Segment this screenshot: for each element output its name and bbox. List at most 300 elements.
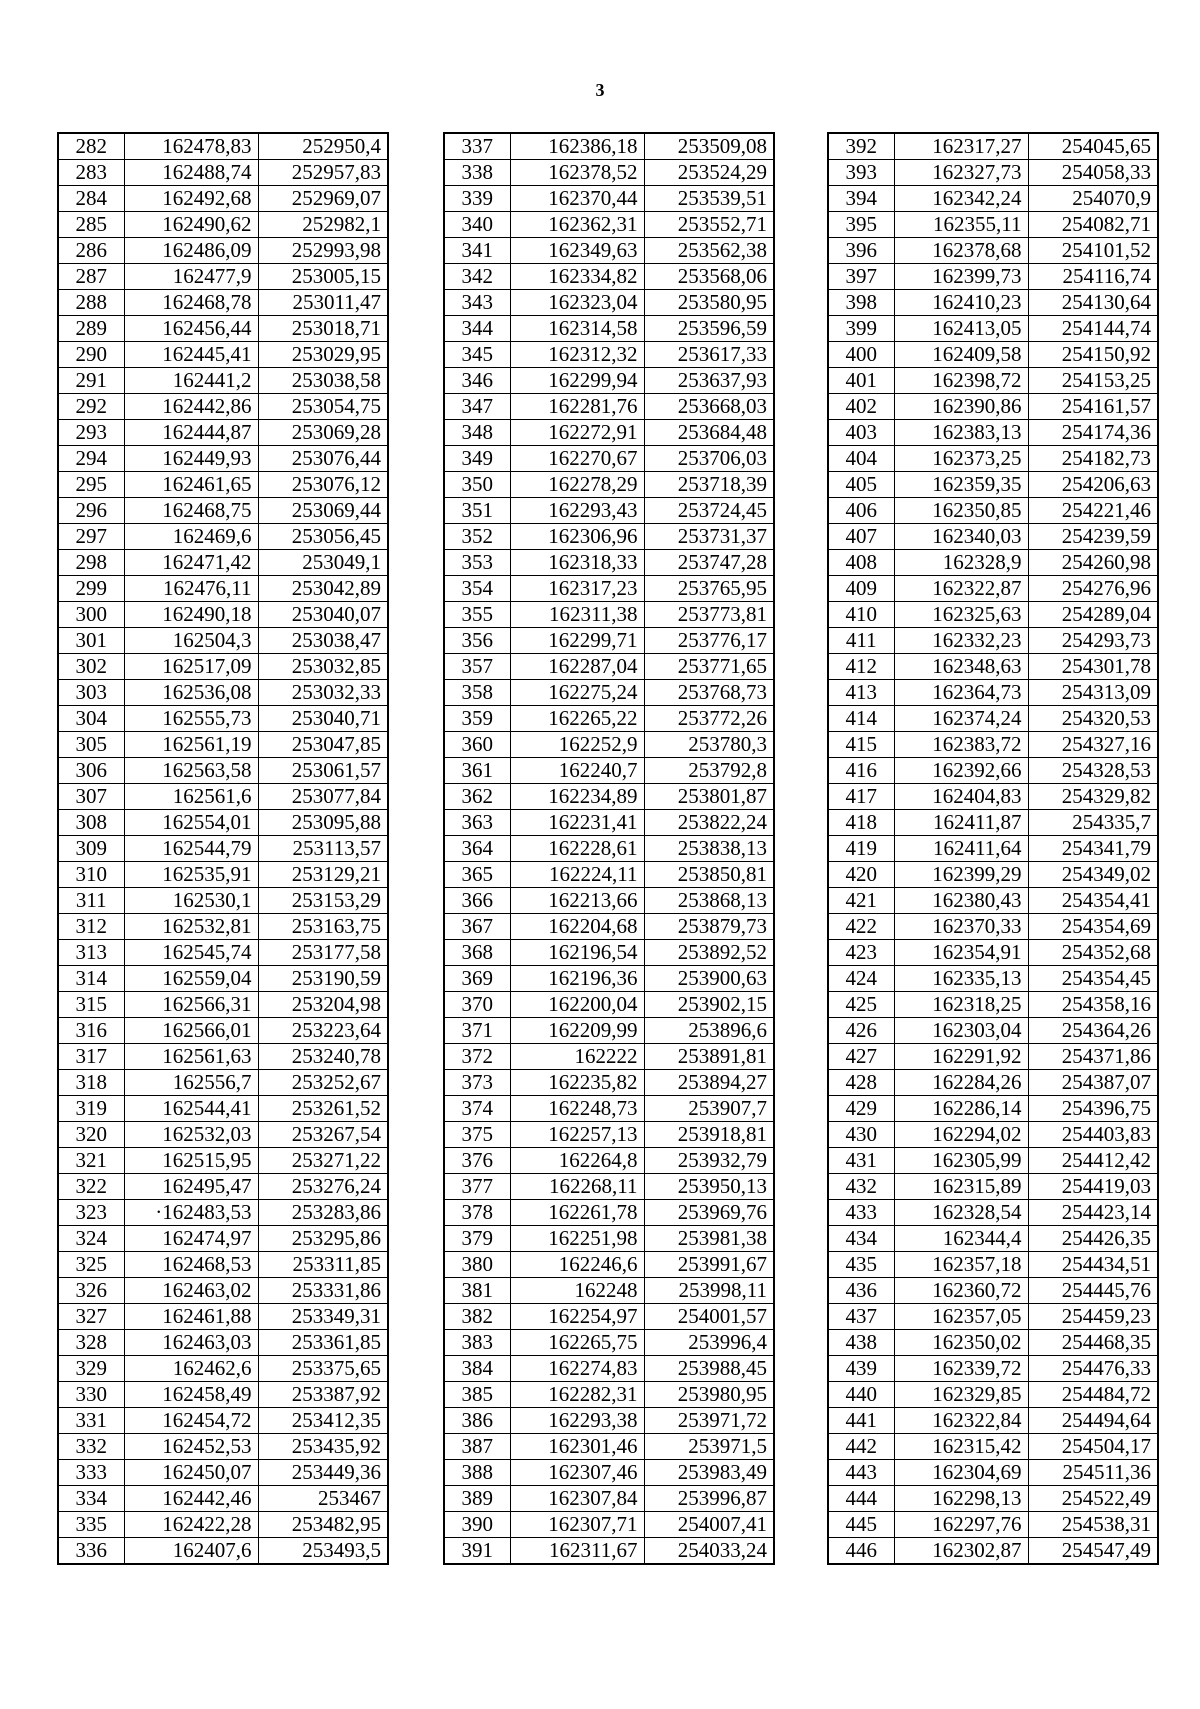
x-coordinate-cell: 162517,09 [124, 654, 258, 680]
point-number-cell: 285 [58, 212, 124, 238]
y-coordinate-cell: 253780,3 [644, 732, 774, 758]
point-number-cell: 319 [58, 1096, 124, 1122]
x-coordinate-cell: 162561,63 [124, 1044, 258, 1070]
y-coordinate-cell: 253435,92 [258, 1434, 388, 1460]
point-number-cell: 282 [58, 133, 124, 160]
x-coordinate-cell: 162318,25 [894, 992, 1028, 1018]
x-coordinate-cell: 162364,73 [894, 680, 1028, 706]
y-coordinate-cell: 253981,38 [644, 1226, 774, 1252]
table-row [444, 1044, 774, 1070]
table-row [58, 1148, 388, 1174]
y-coordinate-cell: 253879,73 [644, 914, 774, 940]
y-coordinate-cell: 254412,42 [1028, 1148, 1158, 1174]
y-coordinate-cell: 253776,17 [644, 628, 774, 654]
x-coordinate-cell: 162461,88 [124, 1304, 258, 1330]
y-coordinate-cell: 253076,44 [258, 446, 388, 472]
y-coordinate-cell: 252969,07 [258, 186, 388, 212]
x-coordinate-cell: 162399,29 [894, 862, 1028, 888]
point-number-cell: 360 [444, 732, 510, 758]
point-number-cell: 332 [58, 1434, 124, 1460]
y-coordinate-cell: 254293,73 [1028, 628, 1158, 654]
y-coordinate-cell: 254387,07 [1028, 1070, 1158, 1096]
x-coordinate-cell: 162504,3 [124, 628, 258, 654]
x-coordinate-cell: 162532,81 [124, 914, 258, 940]
x-coordinate-cell: 162370,33 [894, 914, 1028, 940]
x-coordinate-cell: 162554,01 [124, 810, 258, 836]
point-number-cell: 313 [58, 940, 124, 966]
table-row [58, 1278, 388, 1304]
x-coordinate-cell: 162315,42 [894, 1434, 1028, 1460]
table-row [828, 888, 1158, 914]
table-row [58, 212, 388, 238]
x-coordinate-cell: 162325,63 [894, 602, 1028, 628]
table-row [58, 1304, 388, 1330]
point-number-cell: 385 [444, 1382, 510, 1408]
point-number-cell: 329 [58, 1356, 124, 1382]
x-coordinate-cell: 162488,74 [124, 160, 258, 186]
y-coordinate-cell: 254354,41 [1028, 888, 1158, 914]
y-coordinate-cell: 254364,26 [1028, 1018, 1158, 1044]
x-coordinate-cell: 162411,64 [894, 836, 1028, 862]
y-coordinate-cell: 253190,59 [258, 966, 388, 992]
point-number-cell: 284 [58, 186, 124, 212]
x-coordinate-cell: 162354,91 [894, 940, 1028, 966]
point-number-cell: 317 [58, 1044, 124, 1070]
y-coordinate-cell: 253850,81 [644, 862, 774, 888]
y-coordinate-cell: 254327,16 [1028, 732, 1158, 758]
x-coordinate-cell: 162398,72 [894, 368, 1028, 394]
table-row [828, 472, 1158, 498]
table-row [58, 758, 388, 784]
x-coordinate-cell: 162322,84 [894, 1408, 1028, 1434]
point-number-cell: 304 [58, 706, 124, 732]
table-row [828, 836, 1158, 862]
table-row [58, 1252, 388, 1278]
point-number-cell: 299 [58, 576, 124, 602]
y-coordinate-cell: 253918,81 [644, 1122, 774, 1148]
table-row [58, 836, 388, 862]
y-coordinate-cell: 253276,24 [258, 1174, 388, 1200]
table-row [444, 1148, 774, 1174]
y-coordinate-cell: 254260,98 [1028, 550, 1158, 576]
y-coordinate-cell: 254358,16 [1028, 992, 1158, 1018]
y-coordinate-cell: 253580,95 [644, 290, 774, 316]
point-number-cell: 446 [828, 1538, 894, 1565]
x-coordinate-cell: 162409,58 [894, 342, 1028, 368]
y-coordinate-cell: 253773,81 [644, 602, 774, 628]
x-coordinate-cell: 162200,04 [510, 992, 644, 1018]
point-number-cell: 416 [828, 758, 894, 784]
point-number-cell: 316 [58, 1018, 124, 1044]
table-row [58, 784, 388, 810]
y-coordinate-cell: 254153,25 [1028, 368, 1158, 394]
y-coordinate-cell: 254033,24 [644, 1538, 774, 1565]
y-coordinate-cell: 254538,31 [1028, 1512, 1158, 1538]
point-number-cell: 374 [444, 1096, 510, 1122]
coordinates-table-3 [827, 132, 1159, 1565]
y-coordinate-cell: 253163,75 [258, 914, 388, 940]
y-coordinate-cell: 253056,45 [258, 524, 388, 550]
table-row [444, 264, 774, 290]
y-coordinate-cell: 254007,41 [644, 1512, 774, 1538]
x-coordinate-cell: 162303,04 [894, 1018, 1028, 1044]
table-row [828, 654, 1158, 680]
y-coordinate-cell: 253822,24 [644, 810, 774, 836]
table-row [58, 264, 388, 290]
x-coordinate-cell: 162536,08 [124, 680, 258, 706]
y-coordinate-cell: 254082,71 [1028, 212, 1158, 238]
x-coordinate-cell: 162329,85 [894, 1382, 1028, 1408]
x-coordinate-cell: 162545,74 [124, 940, 258, 966]
table-row [58, 1330, 388, 1356]
y-coordinate-cell: 254301,78 [1028, 654, 1158, 680]
y-coordinate-cell: 254239,59 [1028, 524, 1158, 550]
table-row [444, 1460, 774, 1486]
table-row [58, 628, 388, 654]
y-coordinate-cell: 254144,74 [1028, 316, 1158, 342]
y-coordinate-cell: 253950,13 [644, 1174, 774, 1200]
y-coordinate-cell: 253684,48 [644, 420, 774, 446]
y-coordinate-cell: 254547,49 [1028, 1538, 1158, 1565]
point-number-cell: 444 [828, 1486, 894, 1512]
table-row [828, 524, 1158, 550]
point-number-cell: 349 [444, 446, 510, 472]
point-number-cell: 302 [58, 654, 124, 680]
y-coordinate-cell: 253969,76 [644, 1200, 774, 1226]
y-coordinate-cell: 253596,59 [644, 316, 774, 342]
table-row [828, 758, 1158, 784]
table-row [58, 290, 388, 316]
y-coordinate-cell: 253412,35 [258, 1408, 388, 1434]
point-number-cell: 359 [444, 706, 510, 732]
point-number-cell: 327 [58, 1304, 124, 1330]
point-number-cell: 305 [58, 732, 124, 758]
y-coordinate-cell: 253267,54 [258, 1122, 388, 1148]
table-row [444, 914, 774, 940]
y-coordinate-cell: 253069,44 [258, 498, 388, 524]
x-coordinate-cell: 162490,18 [124, 602, 258, 628]
x-coordinate-cell: 162490,62 [124, 212, 258, 238]
x-coordinate-cell: 162297,76 [894, 1512, 1028, 1538]
table-row [828, 862, 1158, 888]
x-coordinate-cell: 162299,71 [510, 628, 644, 654]
y-coordinate-cell: 253617,33 [644, 342, 774, 368]
x-coordinate-cell: 162327,73 [894, 160, 1028, 186]
table-row [444, 1304, 774, 1330]
point-number-cell: 352 [444, 524, 510, 550]
x-coordinate-cell: 162404,83 [894, 784, 1028, 810]
table-row [444, 186, 774, 212]
x-coordinate-cell: 162234,89 [510, 784, 644, 810]
table-row [444, 706, 774, 732]
table-row [444, 810, 774, 836]
x-coordinate-cell: 162532,03 [124, 1122, 258, 1148]
point-number-cell: 425 [828, 992, 894, 1018]
y-coordinate-cell: 253706,03 [644, 446, 774, 472]
table-row [58, 446, 388, 472]
x-coordinate-cell: 162281,76 [510, 394, 644, 420]
table-row [828, 1434, 1158, 1460]
table-row [58, 888, 388, 914]
x-coordinate-cell: 162222 [510, 1044, 644, 1070]
x-coordinate-cell: 162454,72 [124, 1408, 258, 1434]
table-row [828, 133, 1158, 160]
y-coordinate-cell: 253061,57 [258, 758, 388, 784]
table-row [444, 1070, 774, 1096]
x-coordinate-cell: 162492,68 [124, 186, 258, 212]
point-number-cell: 344 [444, 316, 510, 342]
table-row [58, 238, 388, 264]
y-coordinate-cell: 253792,8 [644, 758, 774, 784]
y-coordinate-cell: 253032,85 [258, 654, 388, 680]
y-coordinate-cell: 254313,09 [1028, 680, 1158, 706]
y-coordinate-cell: 253042,89 [258, 576, 388, 602]
y-coordinate-cell: 254320,53 [1028, 706, 1158, 732]
table-row [444, 1278, 774, 1304]
table-row [444, 1538, 774, 1565]
table-row [828, 784, 1158, 810]
x-coordinate-cell: 162265,75 [510, 1330, 644, 1356]
x-coordinate-cell: 162422,28 [124, 1512, 258, 1538]
point-number-cell: 423 [828, 940, 894, 966]
point-number-cell: 336 [58, 1538, 124, 1565]
point-number-cell: 364 [444, 836, 510, 862]
table-row [828, 628, 1158, 654]
table-row [828, 264, 1158, 290]
y-coordinate-cell: 254289,04 [1028, 602, 1158, 628]
point-number-cell: 289 [58, 316, 124, 342]
x-coordinate-cell: 162495,47 [124, 1174, 258, 1200]
table-row [444, 446, 774, 472]
table-row [58, 1408, 388, 1434]
x-coordinate-cell: 162458,49 [124, 1382, 258, 1408]
x-coordinate-cell: 162463,02 [124, 1278, 258, 1304]
x-coordinate-cell: 162235,82 [510, 1070, 644, 1096]
x-coordinate-cell: 162264,8 [510, 1148, 644, 1174]
table-row [58, 1044, 388, 1070]
x-coordinate-cell: 162328,54 [894, 1200, 1028, 1226]
x-coordinate-cell: 162328,9 [894, 550, 1028, 576]
y-coordinate-cell: 254434,51 [1028, 1252, 1158, 1278]
x-coordinate-cell: 162357,18 [894, 1252, 1028, 1278]
x-coordinate-cell: 162291,92 [894, 1044, 1028, 1070]
y-coordinate-cell: 253069,28 [258, 420, 388, 446]
table-row [444, 394, 774, 420]
x-coordinate-cell: 162461,65 [124, 472, 258, 498]
table-row [58, 810, 388, 836]
x-coordinate-cell: 162442,86 [124, 394, 258, 420]
x-coordinate-cell: 162449,93 [124, 446, 258, 472]
table-row [444, 1408, 774, 1434]
y-coordinate-cell: 253637,93 [644, 368, 774, 394]
point-number-cell: 348 [444, 420, 510, 446]
y-coordinate-cell: 254349,02 [1028, 862, 1158, 888]
x-coordinate-cell: 162563,58 [124, 758, 258, 784]
table-row [444, 784, 774, 810]
table-row [828, 446, 1158, 472]
point-number-cell: 435 [828, 1252, 894, 1278]
point-number-cell: 392 [828, 133, 894, 160]
y-coordinate-cell: 253467 [258, 1486, 388, 1512]
table-row [58, 940, 388, 966]
x-coordinate-cell: 162317,23 [510, 576, 644, 602]
x-coordinate-cell: 162322,87 [894, 576, 1028, 602]
point-number-cell: 328 [58, 1330, 124, 1356]
point-number-cell: 430 [828, 1122, 894, 1148]
table-row [828, 1460, 1158, 1486]
table-row [828, 1252, 1158, 1278]
x-coordinate-cell: 162477,9 [124, 264, 258, 290]
x-coordinate-cell: 162231,41 [510, 810, 644, 836]
table-row [444, 1122, 774, 1148]
point-number-cell: 291 [58, 368, 124, 394]
point-number-cell: 375 [444, 1122, 510, 1148]
point-number-cell: 355 [444, 602, 510, 628]
table-row [58, 602, 388, 628]
x-coordinate-cell: 162444,87 [124, 420, 258, 446]
y-coordinate-cell: 253971,72 [644, 1408, 774, 1434]
point-number-cell: 406 [828, 498, 894, 524]
x-coordinate-cell: 162555,73 [124, 706, 258, 732]
x-coordinate-cell: 162462,6 [124, 1356, 258, 1382]
x-coordinate-cell: 162278,29 [510, 472, 644, 498]
point-number-cell: 394 [828, 186, 894, 212]
y-coordinate-cell: 253240,78 [258, 1044, 388, 1070]
y-coordinate-cell: 253049,1 [258, 550, 388, 576]
table-row [828, 420, 1158, 446]
point-number-cell: 325 [58, 1252, 124, 1278]
point-number-cell: 386 [444, 1408, 510, 1434]
y-coordinate-cell: 252957,83 [258, 160, 388, 186]
table-row [444, 212, 774, 238]
point-number-cell: 290 [58, 342, 124, 368]
x-coordinate-cell: 162318,33 [510, 550, 644, 576]
x-coordinate-cell: 162360,72 [894, 1278, 1028, 1304]
table-row [58, 706, 388, 732]
x-coordinate-cell: 162299,94 [510, 368, 644, 394]
y-coordinate-cell: 254504,17 [1028, 1434, 1158, 1460]
y-coordinate-cell: 254206,63 [1028, 472, 1158, 498]
point-number-cell: 356 [444, 628, 510, 654]
x-coordinate-cell: 162314,58 [510, 316, 644, 342]
table-row [444, 862, 774, 888]
y-coordinate-cell: 254335,7 [1028, 810, 1158, 836]
y-coordinate-cell: 253509,08 [644, 133, 774, 160]
point-number-cell: 303 [58, 680, 124, 706]
x-coordinate-cell: 162265,22 [510, 706, 644, 732]
y-coordinate-cell: 254001,57 [644, 1304, 774, 1330]
y-coordinate-cell: 254329,82 [1028, 784, 1158, 810]
table-row [828, 238, 1158, 264]
y-coordinate-cell: 253387,92 [258, 1382, 388, 1408]
y-coordinate-cell: 253983,49 [644, 1460, 774, 1486]
y-coordinate-cell: 253900,63 [644, 966, 774, 992]
table-row [444, 1512, 774, 1538]
table-row [828, 186, 1158, 212]
table-row [444, 1486, 774, 1512]
y-coordinate-cell: 253029,95 [258, 342, 388, 368]
y-coordinate-cell: 253892,52 [644, 940, 774, 966]
x-coordinate-cell: ·162483,53 [124, 1200, 258, 1226]
table-row [58, 342, 388, 368]
point-number-cell: 335 [58, 1512, 124, 1538]
table-row [444, 238, 774, 264]
y-coordinate-cell: 254221,46 [1028, 498, 1158, 524]
point-number-cell: 403 [828, 420, 894, 446]
table-row [828, 1096, 1158, 1122]
point-number-cell: 298 [58, 550, 124, 576]
point-number-cell: 443 [828, 1460, 894, 1486]
point-number-cell: 333 [58, 1460, 124, 1486]
y-coordinate-cell: 253295,86 [258, 1226, 388, 1252]
y-coordinate-cell: 254423,14 [1028, 1200, 1158, 1226]
y-coordinate-cell: 254276,96 [1028, 576, 1158, 602]
table-row [828, 576, 1158, 602]
x-coordinate-cell: 162301,46 [510, 1434, 644, 1460]
point-number-cell: 288 [58, 290, 124, 316]
table-row [444, 316, 774, 342]
point-number-cell: 410 [828, 602, 894, 628]
x-coordinate-cell: 162378,68 [894, 238, 1028, 264]
point-number-cell: 413 [828, 680, 894, 706]
table-row [828, 992, 1158, 1018]
table-row [828, 212, 1158, 238]
point-number-cell: 396 [828, 238, 894, 264]
point-number-cell: 346 [444, 368, 510, 394]
y-coordinate-cell: 253349,31 [258, 1304, 388, 1330]
point-number-cell: 376 [444, 1148, 510, 1174]
y-coordinate-cell: 253552,71 [644, 212, 774, 238]
point-number-cell: 404 [828, 446, 894, 472]
table-row [828, 342, 1158, 368]
x-coordinate-cell: 162311,67 [510, 1538, 644, 1565]
x-coordinate-cell: 162476,11 [124, 576, 258, 602]
point-number-cell: 418 [828, 810, 894, 836]
x-coordinate-cell: 162248 [510, 1278, 644, 1304]
x-coordinate-cell: 162196,36 [510, 966, 644, 992]
table-row [444, 420, 774, 446]
table-row [828, 1070, 1158, 1096]
table-row [444, 992, 774, 1018]
y-coordinate-cell: 253988,45 [644, 1356, 774, 1382]
point-number-cell: 424 [828, 966, 894, 992]
x-coordinate-cell: 162413,05 [894, 316, 1028, 342]
y-coordinate-cell: 254058,33 [1028, 160, 1158, 186]
y-coordinate-cell: 253724,45 [644, 498, 774, 524]
y-coordinate-cell: 253018,71 [258, 316, 388, 342]
y-coordinate-cell: 254182,73 [1028, 446, 1158, 472]
point-number-cell: 372 [444, 1044, 510, 1070]
x-coordinate-cell: 162257,13 [510, 1122, 644, 1148]
point-number-cell: 438 [828, 1330, 894, 1356]
point-number-cell: 307 [58, 784, 124, 810]
point-number-cell: 301 [58, 628, 124, 654]
y-coordinate-cell: 253771,65 [644, 654, 774, 680]
table-row [444, 602, 774, 628]
x-coordinate-cell: 162486,09 [124, 238, 258, 264]
point-number-cell: 351 [444, 498, 510, 524]
y-coordinate-cell: 253765,95 [644, 576, 774, 602]
table-row [828, 160, 1158, 186]
x-coordinate-cell: 162515,95 [124, 1148, 258, 1174]
x-coordinate-cell: 162445,41 [124, 342, 258, 368]
table-row [58, 420, 388, 446]
x-coordinate-cell: 162471,42 [124, 550, 258, 576]
point-number-cell: 378 [444, 1200, 510, 1226]
point-number-cell: 320 [58, 1122, 124, 1148]
point-number-cell: 428 [828, 1070, 894, 1096]
y-coordinate-cell: 253261,52 [258, 1096, 388, 1122]
